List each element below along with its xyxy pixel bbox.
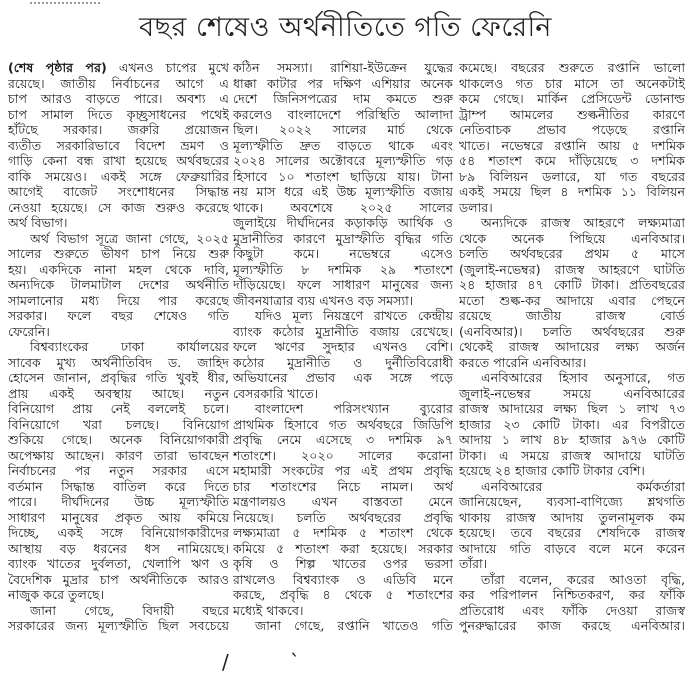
text-line-content: সাবেক মুখ্য অর্থনীতিবিদ ড. জাহিদ (8, 354, 229, 370)
text-line-content: নাজুক করে তুলছে। (8, 587, 105, 602)
text-line-content: নেওয়া হয়েছে। সে কাজ শুরুও করেছে (8, 199, 229, 215)
text-line (459, 215, 685, 231)
text-line (8, 355, 229, 371)
text-line (459, 262, 685, 278)
clipped-footer-mark: ˋ (290, 650, 300, 674)
text-line-content: প্রতিরোধ এবং ফাঁকি দেওয়া রাজস্ব (459, 602, 685, 618)
text-line (8, 448, 229, 464)
text-line (459, 370, 685, 386)
text-line (233, 401, 453, 417)
text-line (233, 184, 453, 200)
text-line (233, 618, 453, 634)
text-line-content: গাড়ি কেনা বন্ধ রাখা হয়েছে অর্থবছরের (8, 153, 229, 168)
article-column-2 (233, 60, 453, 634)
text-line-content: ধাক্কা কাটার পর দক্ষিণ এশিয়ার অনেক (233, 75, 453, 91)
text-line (459, 184, 685, 200)
text-line-content: ব্যাংক খাতের দুর্বলতা, খেলাপি ঋণ ও (8, 556, 229, 571)
text-line (8, 541, 229, 557)
text-line-content: আদায় ১ লাখ ৪৮ হাজার ৯৭৬ কোটি (459, 432, 685, 447)
text-line (233, 525, 453, 541)
paragraph (8, 231, 229, 340)
text-line (8, 417, 229, 433)
text-line-content: পারে। দীর্ঘদিনের উচ্চ মূল্যস্ফীতি (8, 494, 229, 509)
text-line-content: জীবনযাত্রার ব্যয় এখনও বড় সমস্যা। (233, 292, 414, 308)
text-line (8, 215, 229, 231)
text-line-content: অর্থ বিভাগ সূত্রে জানা গেছে, ২০২৫ (30, 230, 229, 246)
text-line-content: বাকি সময়েও। একই সঙ্গে ফেব্রুয়ারির (8, 168, 229, 184)
text-line (8, 153, 229, 169)
text-line-content: নেতিবাচক প্রভাব পড়েছে রপ্তানি (459, 122, 685, 137)
text-line (233, 370, 453, 386)
text-line (8, 91, 229, 107)
text-line (8, 556, 229, 572)
text-line (233, 91, 453, 107)
text-line (459, 525, 685, 541)
text-line-content: প্রায় একই অবস্থায় আছে। নতুন (8, 385, 229, 401)
text-line-content: মতো শুল্ক-কর আদায়ে এবার পেছনে (459, 292, 685, 308)
text-line (459, 60, 685, 76)
text-line-content: এনবিআরের কর্মকর্তারা (481, 478, 685, 494)
text-line (8, 231, 229, 247)
text-line-content: হাজার ২৩ কোটি টাকা। এর বিপরীতে (459, 416, 685, 432)
text-line-content: মূল্যস্ফীতি ৮ দশমিক ২৯ শতাংশে (233, 261, 453, 277)
text-line (233, 603, 453, 619)
text-line-content: তাঁরা। (459, 556, 488, 571)
text-line (459, 153, 685, 169)
text-line (459, 122, 685, 138)
article-column-3 (459, 60, 685, 634)
text-line-content: (জুলাই-নভেম্বর) রাজস্ব আহরণে ঘাটতি (459, 261, 685, 277)
text-line (459, 556, 685, 572)
text-line-content: দিচ্ছে, একই সঙ্গে বিনিয়োগকারীদের (8, 525, 229, 540)
text-line-content: তাঁরা বলেন, করের আওতা বৃদ্ধি, (481, 571, 685, 587)
text-line-content: চাপ সামাল দিতে কৃচ্ছ্রসাধনের পথেই (8, 106, 229, 122)
text-line-content: টাকা। এ সময়ে রাজস্ব আদায়ে ঘাটতি (459, 447, 685, 463)
text-line-content: চাপ আরও বাড়তে পারে। অবশ্য এ (8, 91, 229, 106)
text-line (8, 246, 229, 262)
text-line (8, 122, 229, 138)
text-line-content: কৃষি ও শিল্প খাতের ওপর ভরসা (233, 556, 453, 571)
text-line (8, 525, 229, 541)
text-line (233, 231, 453, 247)
text-line-content: থাকায় রাজস্ব আদায় তুলনামূলক কম (459, 509, 685, 525)
text-line (233, 494, 453, 510)
text-line-content: নিয়েছে। চলতি অর্থবছরের প্রবৃদ্ধি (233, 509, 453, 525)
text-line (233, 107, 453, 123)
text-line (233, 386, 453, 402)
text-line (459, 603, 685, 619)
text-line-content: মূল্যস্ফীতি দ্রুত বাড়তে থাকে এবং (233, 137, 453, 153)
text-line-content: বাংলাদেশ পরিসংখ্যান ব্যুরোর (255, 401, 453, 416)
text-line (8, 277, 229, 293)
text-line-content: অভিযানের প্রভাব এক সঙ্গে পড়ে (233, 370, 453, 385)
text-line-content: শুকিয়ে গেছে। অনেক বিনিয়োগকারী (8, 432, 229, 447)
text-line-content: কর পরিপালন নিশ্চিতকরণ, কর ফাঁকি (459, 587, 685, 602)
text-line (8, 494, 229, 510)
text-line (233, 479, 453, 495)
text-line-content: সালের শুরুতে ভীষণ চাপ নিয়ে শুরু (8, 246, 229, 261)
text-line (8, 184, 229, 200)
text-line-content: প্রবৃদ্ধি নেমে এসেছে ৩ দশমিক ৯৭ (233, 432, 453, 447)
text-line (8, 324, 229, 340)
paragraph (459, 479, 685, 572)
text-line (233, 76, 453, 92)
text-line-content: ফলে ঋণের সুদহার এখনও বেশি। (233, 339, 453, 354)
text-line (233, 541, 453, 557)
paragraph (459, 572, 685, 634)
text-line-content: কমে গেছে। মার্কিন প্রেসিডেন্ট ডোনাল্ড (459, 91, 685, 106)
text-line (459, 448, 685, 464)
text-line-content: মন্ত্রণালয়ও এখন বাস্তবতা মেনে (233, 494, 453, 509)
text-line (459, 463, 685, 479)
text-line (459, 138, 685, 154)
text-line (233, 262, 453, 278)
text-line (8, 60, 229, 76)
text-line-content: করতে পারেনি এনবিআর। (459, 354, 587, 370)
text-line-content: কমেছে। বছরের শুরুতে রপ্তানি ভালো (459, 60, 685, 75)
text-line (8, 479, 229, 495)
text-line-content: ২০২৪ সালের অক্টোবরে মূল্যস্ফীতি গড় (233, 153, 453, 168)
text-line-content: কিছুটা কমে। নভেম্বরে এসেও (233, 246, 453, 261)
text-line (233, 355, 453, 371)
text-line (8, 262, 229, 278)
text-line-content: নির্বাচনের পর নতুন সরকার এসে (8, 463, 229, 478)
text-line-content: শতাংশে। ২০২০ সালের করোনা (233, 447, 453, 463)
text-line-content: লক্ষ্যমাত্রা ৫ দশমিক ৫ শতাংশ থেকে (233, 525, 453, 540)
text-line-content: মুদ্রানীতির কারণে মুদ্রাস্ফীতি বৃদ্ধির গতি (233, 230, 453, 246)
text-line-content: বৈদেশিক মুদ্রার চাপ অর্থনীতিকে আরও (8, 571, 229, 587)
text-line-content: মধ্যেই থাকবে। (233, 602, 304, 618)
text-line (233, 293, 453, 309)
continued-from-label: (শেষ পৃষ্ঠার পর) (8, 60, 107, 75)
text-line (459, 401, 685, 417)
text-line (233, 215, 453, 231)
text-line (459, 293, 685, 309)
text-line (8, 587, 229, 603)
text-line (8, 572, 229, 588)
text-line (233, 60, 453, 76)
text-line (8, 432, 229, 448)
text-line (459, 355, 685, 371)
text-line-content: আদায়ে গতি বাড়বে বলে মনে করেন (459, 540, 685, 556)
paragraph (233, 618, 453, 634)
paragraph (459, 60, 685, 215)
text-line (233, 587, 453, 603)
text-line-content: কঠিন সমস্যা। রাশিয়া-ইউক্রেন যুদ্ধের (233, 60, 453, 75)
text-line (459, 417, 685, 433)
text-line (459, 246, 685, 262)
text-line (233, 572, 453, 588)
text-line-content: অর্থ বিভাগ। (8, 215, 68, 230)
text-line (459, 91, 685, 107)
text-line (8, 308, 229, 324)
text-line (8, 370, 229, 386)
text-line (8, 401, 229, 417)
text-line (233, 138, 453, 154)
text-line (233, 246, 453, 262)
paragraph (233, 308, 453, 401)
text-line-content: ব্যতীত সরকারিভাবে বিদেশ ভ্রমণ ও (8, 137, 229, 153)
text-line-content: জুলাই-নভেম্বর সময়ে এনবিআরের (459, 385, 685, 401)
text-line (459, 324, 685, 340)
text-line-content: রাজস্ব আদায়ের লক্ষ্য ছিল ১ লাখ ৭৩ (459, 401, 685, 416)
text-line-content: যদিও মূল্য নিয়ন্ত্রণে রাখতে কেন্দ্রীয় (255, 308, 453, 323)
text-line-content: ২৪ হাজার ৪৭ কোটি টাকা। প্রতিবছরের (459, 277, 685, 292)
text-line (8, 76, 229, 92)
text-line-content: হয়। একদিকে নানা মহল থেকে দাবি, (8, 261, 229, 277)
text-line-content: করছে, প্রবৃদ্ধি ৪ থেকে ৫ শতাংশের (233, 587, 453, 602)
text-line-content: রয়েছে। জাতীয় নির্বাচনের আগে এ (8, 75, 229, 91)
text-line-content: জানিয়েছেন, ব্যবসা-বাণিজ্যে শ্লথগতি (459, 494, 685, 509)
text-line-content: জুলাইয়ে দীর্ঘদিনের কড়াকড়ি আর্থিক ও (233, 215, 453, 230)
text-line (459, 107, 685, 123)
text-line-content: হয়েছে ২৪ হাজার কোটি টাকার বেশি। (459, 463, 645, 478)
text-line (459, 432, 685, 448)
text-line-content: আস্থায় বড় ধরনের ধস নামিয়েছে। (8, 540, 229, 556)
text-line-content: দেশে জিনিসপত্রের দাম কমতে শুরু (233, 91, 453, 106)
text-line (8, 169, 229, 185)
text-line-content: কমিয়ে ৫ শতাংশ করা হয়েছে। সরকার (233, 540, 453, 556)
text-line-content: প্রাথমিক হিসাবে গত অর্থবছরে জিডিপি (233, 416, 453, 432)
text-line-content: সরকার। ফলে বছর শেষেও গতি (8, 308, 229, 323)
text-line-content: এনবিআরের হিসাব অনুসারে, গত (481, 370, 685, 385)
text-line-content: পুনরুদ্ধারের কাজ করছে এনবিআর। (459, 618, 685, 633)
text-line-content: ৫৪ শতাংশ কমে দাঁড়িয়েছে ৩ দশমিক (459, 153, 685, 168)
text-line (233, 417, 453, 433)
text-line-content: ডলার। (459, 199, 493, 215)
text-line-content: সামলানোর মধ্য দিয়ে পার করেছে (8, 292, 229, 308)
text-line (8, 200, 229, 216)
text-line-content: থেকেই রাজস্ব আদায়ের লক্ষ্য অর্জন (459, 339, 685, 354)
text-line-content: বেসরকারি খাতে। (233, 385, 319, 401)
text-line-content: বিশ্বব্যাংকের ঢাকা কার্যালয়ের (30, 339, 229, 354)
text-line (8, 386, 229, 402)
text-line (233, 122, 453, 138)
text-line-content: ফেরেনি। (8, 323, 50, 339)
text-line (459, 479, 685, 495)
text-line-content: বিনিয়োগে খরা চলছে। বিনিয়োগ (8, 416, 229, 432)
text-line-content: ৮৯ বিলিয়ন ডলারে, যা গত বছরের (459, 168, 685, 184)
text-line-content: কঠোর মুদ্রানীতি ও দুর্নীতিবিরোধী (233, 354, 453, 370)
text-line (233, 324, 453, 340)
text-line-content: চার শতাংশের নিচে নামল। অর্থ (233, 478, 453, 494)
text-line-content: চলতি অর্থবছরের প্রথম ৫ মাসে (459, 246, 685, 261)
text-line-content: থেকে অনেক পিছিয়ে এনবিআর। (459, 230, 685, 246)
text-line (459, 541, 685, 557)
text-line (233, 308, 453, 324)
text-line (459, 510, 685, 526)
text-line (8, 293, 229, 309)
text-line (233, 200, 453, 216)
text-line-content: অন্যদিকে রাজস্ব আহরণে লক্ষ্যমাত্রা (481, 215, 685, 230)
clipped-footer-mark: / (222, 650, 229, 674)
text-line (233, 277, 453, 293)
text-line-content: এখনও চাপের মুখে (118, 60, 229, 75)
text-line-content: ট্রাম্প আমলের শুল্কনীতির কারণে (459, 106, 685, 122)
text-line-content: সাধারণ মানুষের প্রকৃত আয় কমিয়ে (8, 509, 229, 525)
text-line-content: ব্যাংক কঠোর মুদ্রানীতি বজায় রেখেছে। (233, 323, 453, 339)
text-line (233, 153, 453, 169)
text-line-content: অন্যদিকে টালমাটাল দেশের অর্থনীতি (8, 277, 229, 292)
paragraph (8, 339, 229, 603)
text-line-content: হাঁটছে সরকার। জরুরি প্রয়োজন (8, 122, 229, 137)
text-line (8, 138, 229, 154)
text-line (233, 169, 453, 185)
article-column-1 (8, 60, 229, 634)
text-line (8, 618, 229, 634)
paragraph (233, 60, 453, 308)
text-line-content: আগেই বাজেট সংশোধনের সিদ্ধান্ত (8, 184, 229, 199)
text-line (233, 463, 453, 479)
text-line-content: (এনবিআর)। চলতি অর্থবছরের শুরু (459, 323, 685, 339)
text-line-content: থাকলেও গত চার মাসে তা অনেকটাই (459, 75, 685, 91)
text-line (233, 510, 453, 526)
text-line (8, 603, 229, 619)
text-line-content: ছিল। ২০২২ সালের মার্চ থেকে (233, 122, 453, 137)
text-line (459, 200, 685, 216)
clipped-header-fragment (30, 0, 100, 4)
text-line-content: খাতে। নভেম্বরে রপ্তানি আয় ৫ দশমিক (459, 137, 685, 153)
text-line (459, 169, 685, 185)
text-line-content: বিনিয়োগ প্রায় নেই বললেই চলে। (8, 401, 229, 416)
text-line-content: দাঁড়িয়েছে। ফলে সাধারণ মানুষের জন্য (233, 277, 453, 292)
paragraph (459, 370, 685, 479)
paragraph (8, 603, 229, 634)
text-line-content: বর্তমান সিদ্ধান্ত বাতিল করে দিতে (8, 478, 229, 494)
text-line-content: হোসেন জানান, প্রবৃদ্ধির গতি খুবই ধীর, (8, 370, 229, 385)
text-line-content: থাকে। অবশেষে ২০২৫ সালের (233, 199, 453, 215)
paragraph (233, 401, 453, 618)
text-line (459, 76, 685, 92)
text-line-content: হয়েছে। তবে বছরের শেষদিকে রাজস্ব (459, 525, 685, 540)
text-line (459, 386, 685, 402)
text-line (459, 339, 685, 355)
text-line-content: একই সময়ে ছিল ৪ দশমিক ১১ বিলিয়ন (459, 184, 685, 199)
text-line-content: রয়েছে জাতীয় রাজস্ব বোর্ড (459, 308, 685, 323)
text-line-content: জানা গেছে, বিদায়ী বছরে (30, 602, 229, 618)
text-line-content: মহামারী সংকটের পর এই প্রথম প্রবৃদ্ধি (233, 463, 453, 478)
paragraph (8, 60, 229, 231)
text-line (233, 448, 453, 464)
text-line-content: করলেও বাংলাদেশে পরিস্থিতি আলাদা (233, 106, 453, 122)
text-line (459, 308, 685, 324)
text-line (233, 556, 453, 572)
text-line (233, 432, 453, 448)
text-line-content: রাখলেও বিশ্বব্যাংক ও এডিবি মনে (233, 571, 453, 587)
text-line (459, 494, 685, 510)
text-line-content: হিসাবে ১০ শতাংশ ছাড়িয়ে যায়। টানা (233, 168, 453, 184)
text-line (459, 231, 685, 247)
text-line (8, 463, 229, 479)
text-line-content: অপেক্ষায় আছেন। কারণ তারা ভাবছেন (8, 447, 229, 463)
text-line-content: নয় মাস ধরে এই উচ্চ মূল্যস্ফীতি বজায় (233, 184, 453, 199)
text-line (459, 277, 685, 293)
text-line-content: সরকারের জন্য মূল্যস্ফীতি ছিল সবচেয়ে (8, 618, 229, 633)
text-line (459, 618, 685, 634)
paragraph (459, 215, 685, 370)
text-line (8, 510, 229, 526)
text-line (8, 107, 229, 123)
headline: বছর শেষেও অর্থনীতিতে গতি ফেরেনি (139, 12, 552, 43)
text-line (8, 339, 229, 355)
text-line (459, 587, 685, 603)
text-line (233, 339, 453, 355)
text-line-content: জানা গেছে, রপ্তানি খাতেও গতি (255, 618, 453, 633)
text-line (459, 572, 685, 588)
